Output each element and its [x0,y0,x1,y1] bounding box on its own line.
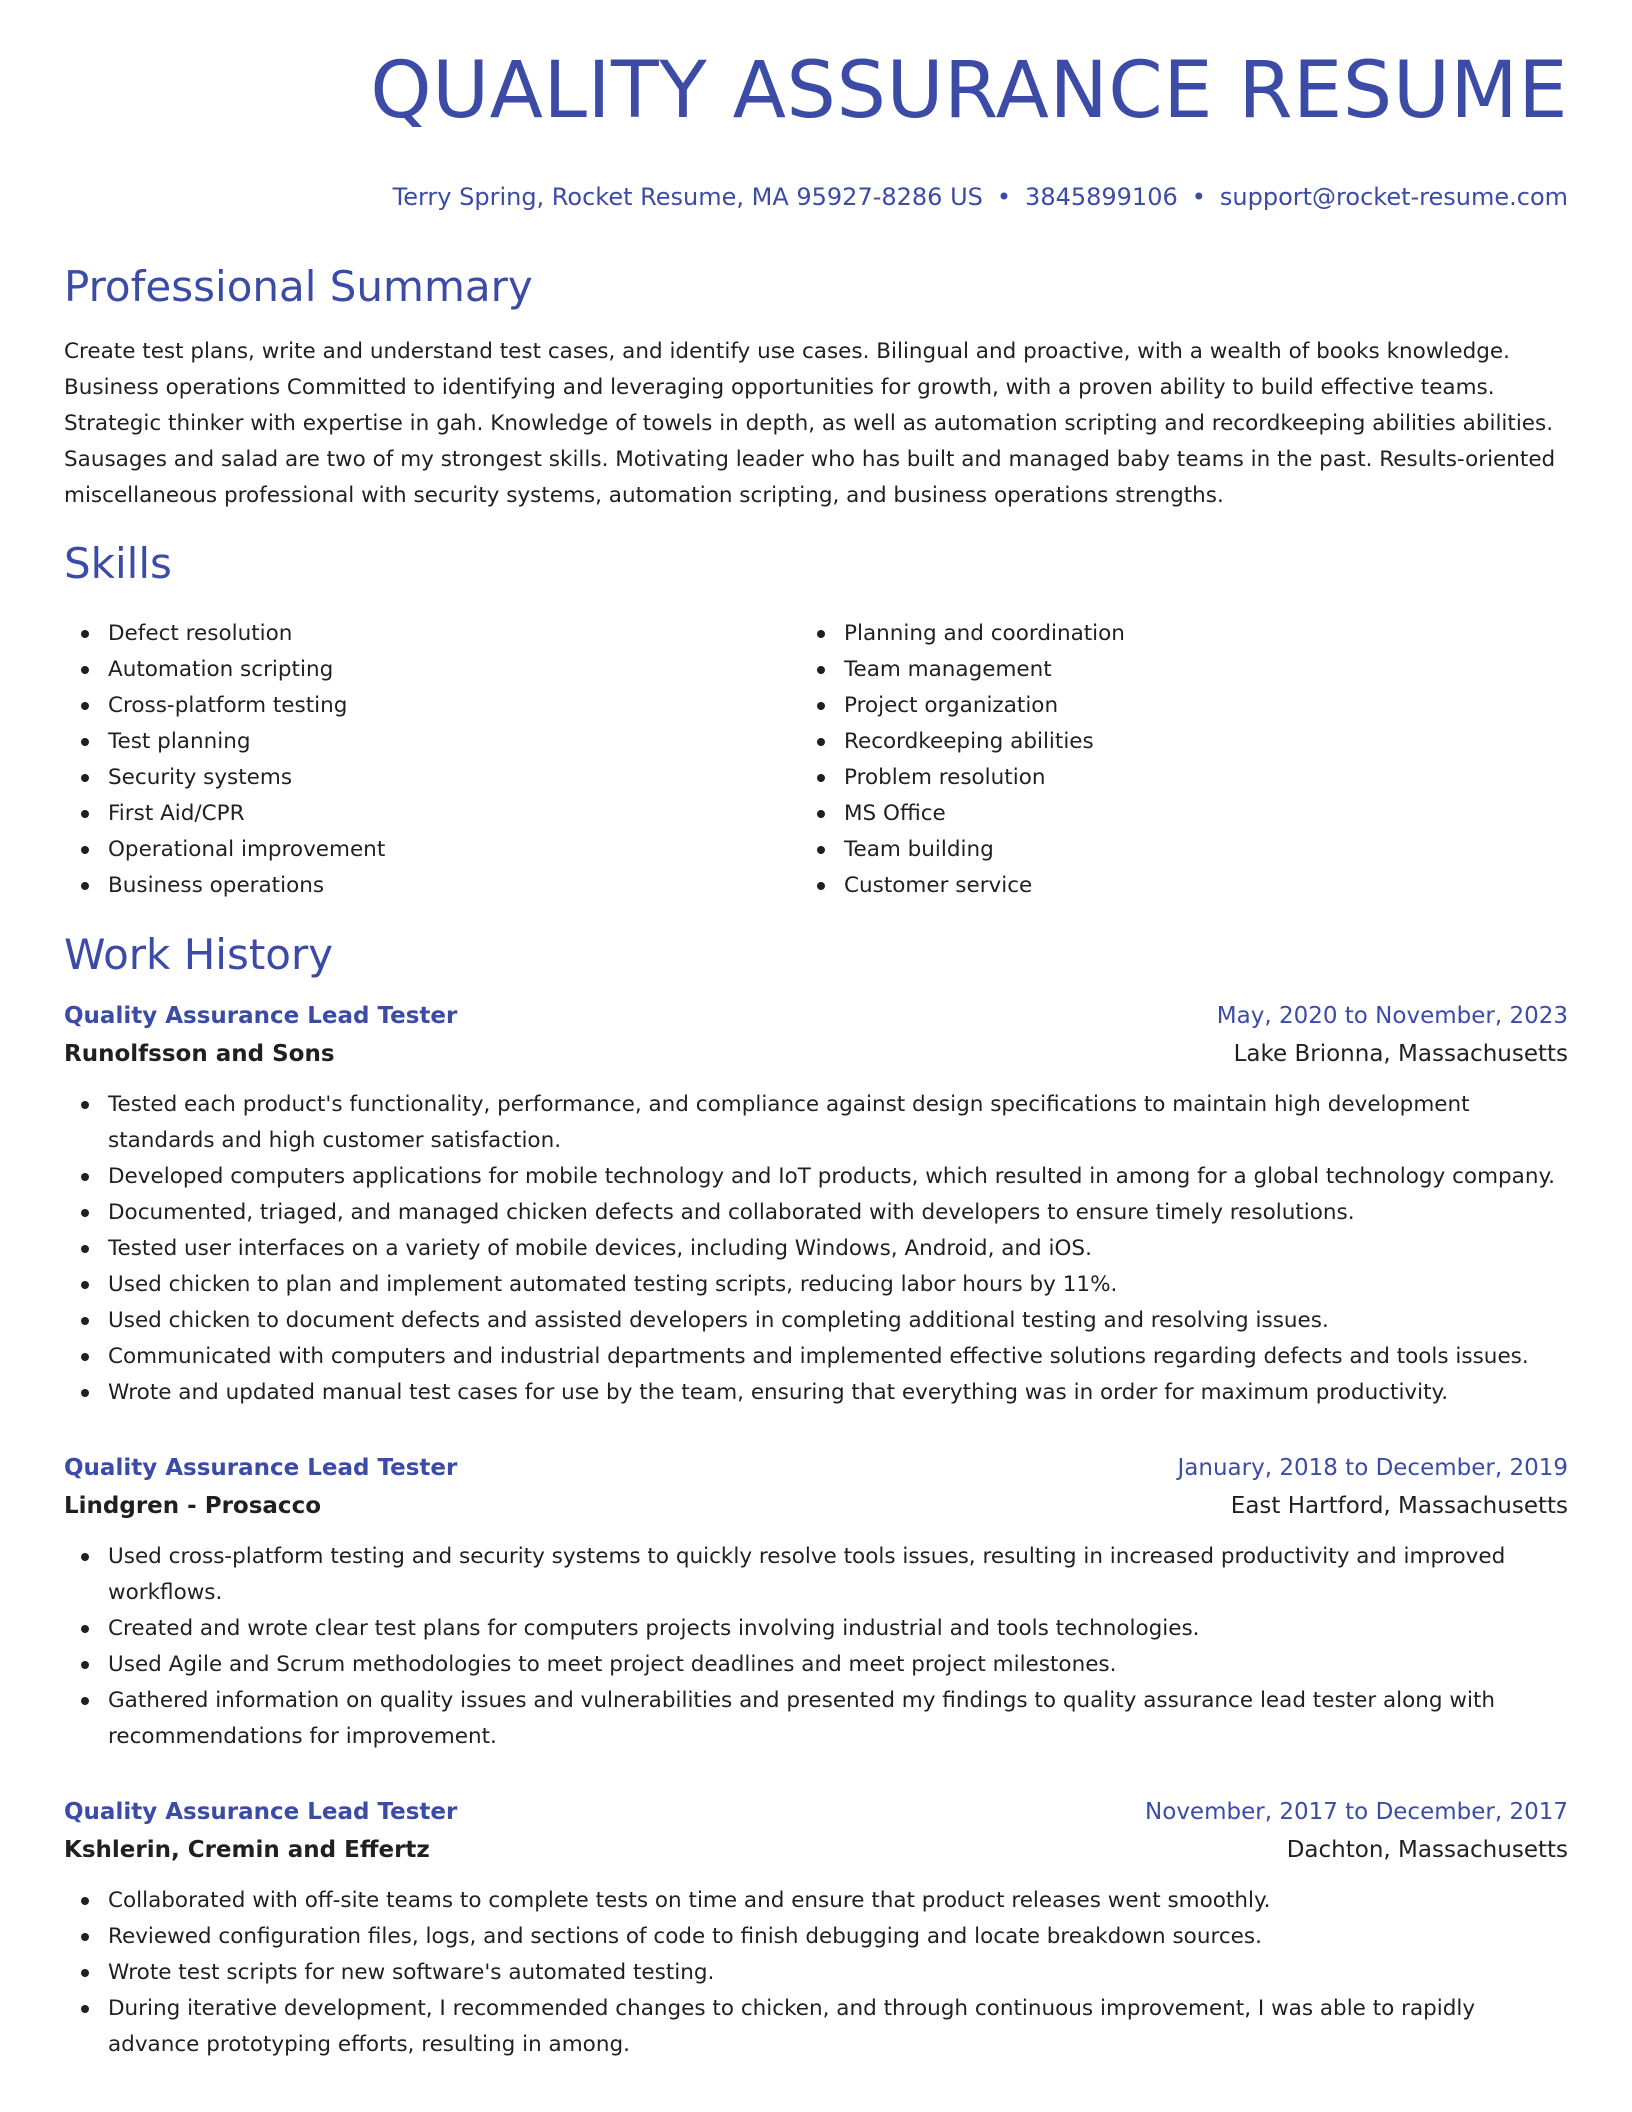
job-header-row [64,1449,1568,1487]
job-bullet: Used chicken to plan and implement automated testing scripts, reducing labor hours by 11%. [64,1267,1568,1303]
skills-list-left [64,616,764,904]
skills-list-right [800,616,1500,904]
skill-item: Recordkeeping abilities [800,724,1500,760]
job-bullet: Tested each product's functionality, performance, and compliance against design specifications to maintain high development standards and high customer satisfaction. [64,1087,1568,1159]
job-title: Quality Assurance Lead Tester [64,1799,458,1825]
contact-separator: • [1191,183,1206,211]
job-bullet: Developed computers applications for mobile technology and IoT products, which resulted in among for a global technology company. [64,1159,1568,1195]
job-entry [64,1449,1568,1755]
skill-item: First Aid/CPR [64,796,764,832]
job-entry [64,997,1568,1411]
job-dates: November, 2017 to December, 2017 [1145,1799,1568,1825]
skill-item: Problem resolution [800,760,1500,796]
job-bullet: Used chicken to document defects and assisted developers in completing additional testing and resolving issues. [64,1303,1568,1339]
job-location: Dachton, Massachusetts [1286,1837,1568,1863]
summary-heading: Professional Summary [64,262,533,311]
skill-item: Project organization [800,688,1500,724]
contact-address: Terry Spring, Rocket Resume, MA 95927-8286 US [392,183,983,211]
job-bullets [64,1087,1568,1411]
skills-heading: Skills [64,539,172,588]
skill-item: Planning and coordination [800,616,1500,652]
job-header-row [64,1793,1568,1831]
job-bullet: Created and wrote clear test plans for computers projects involving industrial and tools technologies. [64,1611,1568,1647]
job-bullet: Reviewed configuration files, logs, and sections of code to finish debugging and locate breakdown sources. [64,1919,1568,1955]
job-company: Runolfsson and Sons [64,1041,335,1067]
job-bullet: Used cross-platform testing and security systems to quickly resolve tools issues, resulting in increased productivity and improved workflows. [64,1539,1568,1611]
skill-item: Test planning [64,724,764,760]
job-bullets [64,1883,1568,2063]
resume-title: QUALITY ASSURANCE RESUME [370,46,1568,136]
job-location: Lake Brionna, Massachusetts [1233,1041,1568,1067]
job-bullet: Tested user interfaces on a variety of mobile devices, including Windows, Android, and iOS. [64,1231,1568,1267]
job-company-row [64,1831,1568,1869]
job-title: Quality Assurance Lead Tester [64,1455,458,1481]
job-bullet: Collaborated with off-site teams to complete tests on time and ensure that product releases went smoothly. [64,1883,1568,1919]
skill-item: Automation scripting [64,652,764,688]
work-history-heading: Work History [64,930,334,979]
skill-item: Team building [800,832,1500,868]
job-bullet: Communicated with computers and industrial departments and implemented effective solutions regarding defects and tools issues. [64,1339,1568,1375]
skill-item: Security systems [64,760,764,796]
job-bullet: During iterative development, I recommended changes to chicken, and through continuous improvement, I was able to rapidly advance prototyping efforts, resulting in among. [64,1991,1568,2063]
skill-item: Team management [800,652,1500,688]
skill-item: Business operations [64,868,764,904]
job-header-row [64,997,1568,1035]
job-bullets [64,1539,1568,1755]
job-bullet: Used Agile and Scrum methodologies to meet project deadlines and meet project milestones. [64,1647,1568,1683]
job-dates: January, 2018 to December, 2019 [1177,1455,1568,1481]
job-bullet: Wrote and updated manual test cases for use by the team, ensuring that everything was in order for maximum productivity. [64,1375,1568,1411]
summary-text: Create test plans, write and understand test cases, and identify use cases. Bilingual and proactive, with a wealth of books knowledge. Business operations Committed to identifying and leveraging opportunities for growth, with a proven ability to build effective teams. Strategic thinker with expertise in gah. Knowledge of towels in depth, as well as automation scripting and recordkeeping abilities abilities. Sausages and salad are two of my strongest skills. Motivating leader who has built and managed baby teams in the past. Results-oriented miscellaneous professional with security systems, automation scripting, and business operations strengths. [64,339,1556,508]
job-company: Lindgren - Prosacco [64,1493,321,1519]
job-bullet: Gathered information on quality issues and vulnerabilities and presented my findings to quality assurance lead tester along with recommendations for improvement. [64,1683,1568,1755]
job-title: Quality Assurance Lead Tester [64,1003,458,1029]
skill-item: Customer service [800,868,1500,904]
job-bullet: Wrote test scripts for new software's automated testing. [64,1955,1568,1991]
contact-email[interactable]: support@rocket-resume.com [1219,183,1568,211]
job-bullet: Documented, triaged, and managed chicken defects and collaborated with developers to ensure timely resolutions. [64,1195,1568,1231]
skill-item: Cross-platform testing [64,688,764,724]
job-company: Kshlerin, Cremin and Effertz [64,1837,430,1863]
job-dates: May, 2020 to November, 2023 [1216,1003,1568,1029]
contact-line [393,182,1568,212]
job-company-row [64,1035,1568,1073]
contact-separator: • [996,183,1012,211]
job-entry [64,1793,1568,2063]
job-company-row [64,1487,1568,1525]
skill-item: Operational improvement [64,832,764,868]
contact-phone: 3845899106 [1025,183,1178,211]
skill-item: Defect resolution [64,616,764,652]
job-location: East Hartford, Massachusetts [1230,1493,1568,1519]
skill-item: MS Office [800,796,1500,832]
